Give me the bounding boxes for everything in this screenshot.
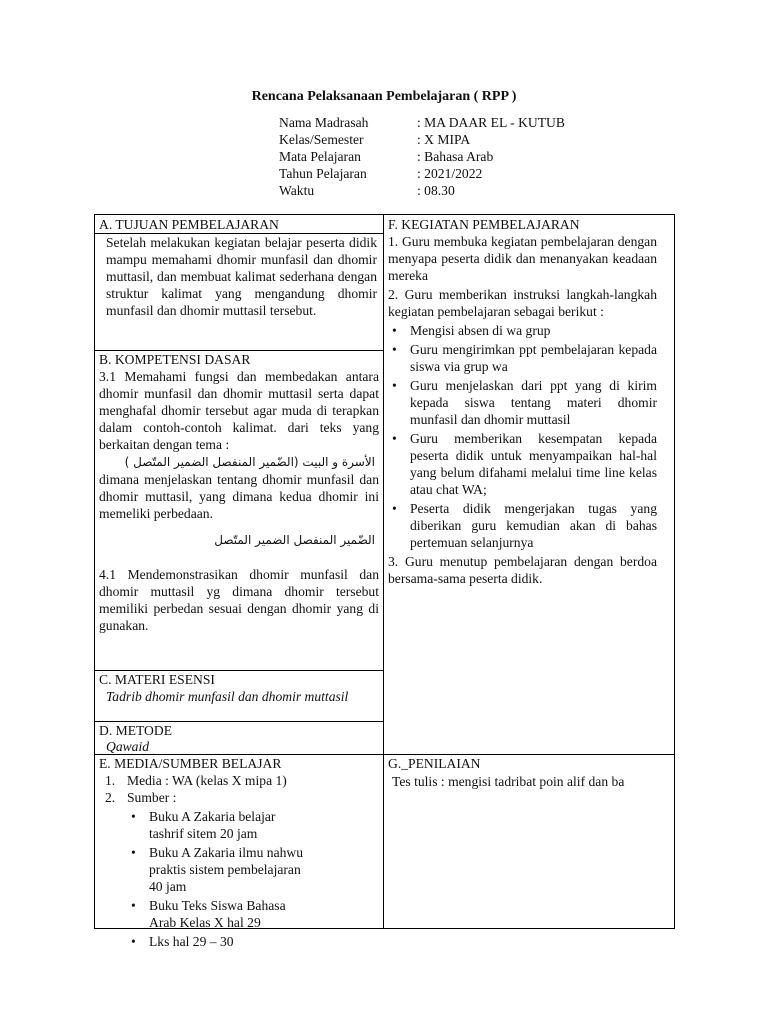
meta-row xyxy=(279,165,565,182)
section-b-arabic-1: الأسرة و البيت (الضّمير المنفصل الضمير المتّصل ) xyxy=(124,455,375,469)
section-e-content xyxy=(105,772,379,950)
meta-value: : Bahasa Arab xyxy=(417,149,494,164)
meta-row xyxy=(279,114,565,131)
section-b-content xyxy=(99,368,379,634)
activity-item: • Guru menjelaskan dari ppt yang di kirim kepada siswa tentang materi dhomir munfasil dan dhomir muttasil xyxy=(388,377,657,428)
meta-row xyxy=(279,131,565,148)
source-item: • Buku A Zakaria ilmu nahwu praktis sistem pembelajaran 40 jam xyxy=(127,844,307,895)
section-b-paragraph-1: 3.1 Memahami fungsi dan membedakan antara dhomir munfasil dan dhomir muttasil serta dapat menghafal dhomir tersebut agar muda di terapkan dalam contoh-contoh kalimat. dari teks yang berkaitan dengan tema : xyxy=(99,369,379,452)
section-c-body: Tadrib dhomir munfasil dan dhomir muttasil xyxy=(106,689,349,704)
list-item xyxy=(388,233,657,284)
section-b-arabic-2: الضّمير المنفصل الضمير المتّصل xyxy=(214,533,375,547)
meta-key: Waktu xyxy=(279,183,315,198)
activity-item: • Guru mengirimkan ppt pembelajaran kepada siswa via grup wa xyxy=(388,341,657,375)
meta-value: : 2021/2022 xyxy=(417,166,483,181)
activity-list xyxy=(388,322,657,551)
list-number: 2. xyxy=(388,287,399,302)
section-g-heading: G._PENILAIAN xyxy=(388,756,481,771)
section-a-body: Setelah melakukan kegiatan belajar peserta didik mampu memahami dhomir munfasil dan dhomir muttasil, dan membuat kalimat sederhana dengan struktur kalimat yang mengandung dhomir munfasil dan dhomir muttasil tersebut. xyxy=(106,235,377,318)
list-item xyxy=(388,553,657,587)
list-item xyxy=(388,286,657,320)
meta-row xyxy=(279,148,565,165)
column-divider xyxy=(383,215,384,928)
section-f-content xyxy=(388,233,657,587)
section-c-heading: C. MATERI ESENSI xyxy=(99,672,215,687)
list-item-text: Guru memberikan instruksi langkah-langkah kegiatan pembelajaran sebagai berikut : xyxy=(388,287,657,319)
rpp-table xyxy=(94,214,675,949)
source-list xyxy=(127,808,307,950)
section-d-heading: D. METODE xyxy=(99,723,172,738)
activity-item: • Guru memberikan kesempatan kepada peserta didik untuk menyampaikan hal-hal yang belum difahami melalui time line kelas atau chat WA; xyxy=(388,430,657,498)
list-number: 2. xyxy=(105,790,116,805)
meta-value: : MA DAAR EL - KUTUB xyxy=(417,115,565,130)
section-f-heading: F. KEGIATAN PEMBELAJARAN xyxy=(388,217,580,232)
list-number: 3. xyxy=(388,554,399,569)
list-item xyxy=(105,772,379,789)
section-e-heading: E. MEDIA/SUMBER BELAJAR xyxy=(99,756,282,771)
section-b-paragraph-2: dimana menjelaskan tentang dhomir munfasil dan dhomir muttasil, yang dimana kedua dhomir ini memeliki perbedaan. xyxy=(99,472,379,521)
list-item-text: Guru menutup pembelajaran dengan berdoa bersama-sama peserta didik. xyxy=(388,554,657,586)
section-d-body: Qawaid xyxy=(106,739,150,754)
activity-item: • Mengisi absen di wa grup xyxy=(388,322,657,339)
list-item xyxy=(105,789,379,806)
page-title: Rencana Pelaksanaan Pembelajaran ( RPP ) xyxy=(251,89,517,104)
source-item: • Buku Teks Siswa Bahasa Arab Kelas X hal 29 xyxy=(127,897,307,931)
section-g-body: Tes tulis : mengisi tadribat poin alif dan ba xyxy=(392,774,625,789)
section-b-paragraph-3: 4.1 Mendemonstrasikan dhomir munfasil dan dhomir muttasil yg dimana dhomir tersebut memiliki perbedan sesuai dengan dhomir yang di gunakan. xyxy=(99,567,379,633)
list-item-text: Guru membuka kegiatan pembelajaran dengan menyapa peserta didik dan menanyakan keadaan mereka xyxy=(388,234,657,283)
list-number: 1. xyxy=(388,234,399,249)
list-number: 1. xyxy=(105,773,116,788)
meta-value: : 08.30 xyxy=(417,183,455,198)
source-item: • Buku A Zakaria belajar tashrif sitem 20 jam xyxy=(127,808,307,842)
list-item-text: Sumber : xyxy=(127,790,177,805)
meta-key: Tahun Pelajaran xyxy=(279,166,367,181)
section-a-heading: A. TUJUAN PEMBELAJARAN xyxy=(99,217,279,232)
list-item-text: Media : WA (kelas X mipa 1) xyxy=(127,773,287,788)
meta-key: Mata Pelajaran xyxy=(279,149,361,164)
source-item: • Lks hal 29 – 30 xyxy=(127,933,307,950)
meta-row xyxy=(279,182,565,199)
meta-value: : X MIPA xyxy=(417,132,471,147)
section-b-heading: B. KOMPETENSI DASAR xyxy=(99,352,251,367)
document-meta xyxy=(279,114,565,199)
activity-item: • Peserta didik mengerjakan tugas yang diberikan guru kemudian akan di bahas pertemuan selanjurnya xyxy=(388,500,657,551)
meta-key: Nama Madrasah xyxy=(279,115,369,130)
meta-key: Kelas/Semester xyxy=(279,132,364,147)
